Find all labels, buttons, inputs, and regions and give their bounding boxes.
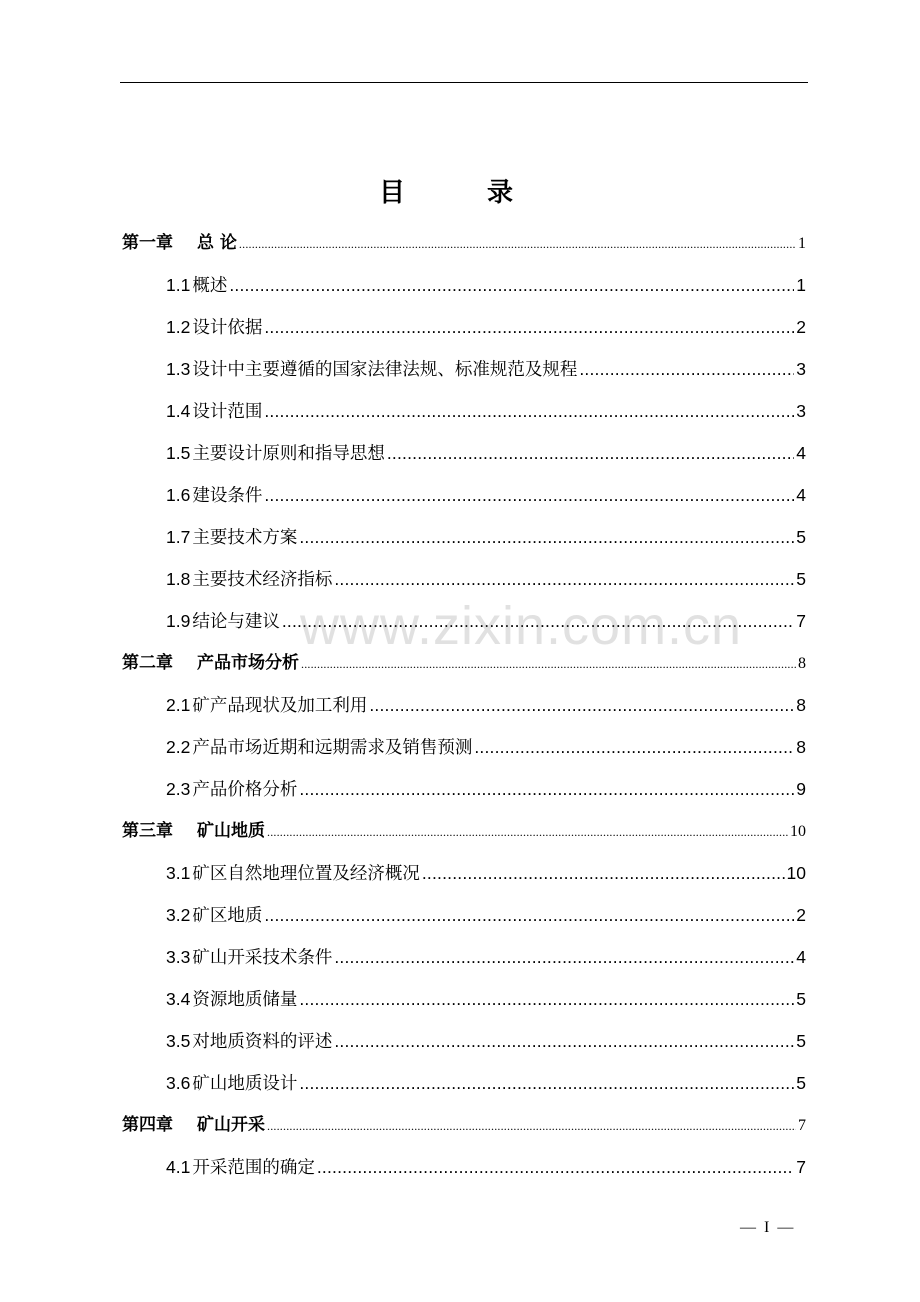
toc-page-number: 10 [790,823,806,840]
toc-label: 概述 [192,275,228,295]
toc-number: 1.4 [166,401,191,421]
toc-label: 矿山地质设计 [192,1073,298,1093]
toc-label: 矿山开采技术条件 [192,947,333,967]
toc-number: 3.1 [166,863,191,883]
footer-page-number: — I — [740,1219,796,1236]
toc-page-number: 9 [796,779,806,799]
toc-number: 第二章 [122,653,173,673]
toc-section-row[interactable] [122,432,806,474]
toc-section-row[interactable] [122,306,806,348]
dot-leader [334,558,794,600]
toc-page-number: 4 [796,443,806,463]
toc-section-row[interactable] [122,894,806,936]
toc-label: 矿山开采 [197,1115,265,1135]
dot-leader [299,516,794,558]
toc-label: 产品价格分析 [192,779,298,799]
toc-label: 对地质资料的评述 [192,1031,333,1051]
dot-leader [264,894,794,936]
toc-label: 资源地质储量 [192,989,298,1009]
toc-page-number: 4 [796,947,806,967]
toc-section-row[interactable] [122,978,806,1020]
toc-label: 结论与建议 [192,611,280,631]
toc-label: 设计依据 [192,317,263,337]
toc-label: 建设条件 [192,485,263,505]
toc-number: 3.2 [166,905,191,925]
dot-leader [369,684,794,726]
toc-page-number: 5 [796,1031,806,1051]
toc-page-number: 3 [796,359,806,379]
page-title: 目 录 [378,178,541,208]
toc-number: 1.2 [166,317,191,337]
dot-leader [264,390,794,432]
toc-number: 1.1 [166,275,191,295]
toc-section-row[interactable] [122,474,806,516]
toc-number: 1.3 [166,359,191,379]
toc-section-row[interactable] [122,684,806,726]
toc-section-row[interactable] [122,726,806,768]
toc-section-row[interactable] [122,390,806,432]
toc-number: 第四章 [122,1115,173,1135]
toc-section-row[interactable] [122,1020,806,1062]
dot-leader [264,306,794,348]
toc-section-row[interactable] [122,852,806,894]
toc-chapter-row[interactable] [122,642,806,684]
toc-label: 矿区地质 [192,905,263,925]
toc-page-number: 5 [796,1073,806,1093]
toc-label: 主要技术方案 [192,527,298,547]
toc-number: 2.1 [166,695,191,715]
toc-page-number: 5 [796,569,806,589]
dot-leader [301,642,796,685]
toc-number: 第一章 [122,233,173,253]
toc-number: 2.3 [166,779,191,799]
dot-leader [264,474,794,516]
toc-label: 设计中主要遵循的国家法律法规、标准规范及规程 [192,359,578,379]
dot-leader [474,726,794,768]
toc-label: 矿山地质 [197,821,265,841]
toc-label: 矿区自然地理位置及经济概况 [192,863,420,883]
toc-page-number: 2 [796,905,806,925]
toc-page-number: 7 [796,611,806,631]
toc-page-number: 5 [796,527,806,547]
toc-section-row[interactable] [122,348,806,390]
dot-leader [229,264,794,306]
dot-leader [334,1020,794,1062]
toc-section-row[interactable] [122,936,806,978]
toc-page-number: 3 [796,401,806,421]
toc-number: 3.5 [166,1031,191,1051]
toc-label: 设计范围 [192,401,263,421]
dot-leader [579,348,794,390]
toc-chapter-row[interactable] [122,222,806,264]
toc-number: 1.7 [166,527,191,547]
dot-leader [422,852,785,894]
dot-leader [299,1062,794,1104]
header-rule [120,82,808,83]
toc-label: 总 论 [197,233,237,253]
toc-page-number: 8 [796,737,806,757]
toc-label: 产品市场分析 [197,653,299,673]
toc-label: 主要设计原则和指导思想 [192,443,385,463]
table-of-contents [122,222,806,1188]
dot-leader [299,978,794,1020]
toc-number: 3.6 [166,1073,191,1093]
toc-section-row[interactable] [122,558,806,600]
dot-leader [239,222,796,265]
toc-label: 开采范围的确定 [192,1157,315,1177]
toc-number: 3.4 [166,989,191,1009]
toc-page-number: 7 [798,1117,806,1134]
dot-leader [334,936,794,978]
toc-label: 矿产品现状及加工利用 [192,695,368,715]
toc-number: 4.1 [166,1157,191,1177]
toc-section-row[interactable] [122,516,806,558]
dot-leader [299,768,794,810]
toc-number: 1.8 [166,569,191,589]
toc-number: 1.5 [166,443,191,463]
toc-page-number: 10 [786,863,806,883]
toc-section-row[interactable] [122,1146,806,1188]
toc-section-row[interactable] [122,600,806,642]
dot-leader [267,810,788,853]
toc-page-number: 8 [798,655,806,672]
toc-number: 1.9 [166,611,191,631]
toc-chapter-row[interactable] [122,1104,806,1146]
toc-page-number: 2 [796,317,806,337]
toc-page-number: 8 [796,695,806,715]
toc-page-number: 7 [796,1157,806,1177]
toc-number: 第三章 [122,821,173,841]
toc-chapter-row[interactable] [122,810,806,852]
dot-leader [317,1146,794,1188]
dot-leader [267,1104,796,1147]
toc-section-row[interactable] [122,264,806,306]
toc-number: 2.2 [166,737,191,757]
toc-label: 主要技术经济指标 [192,569,333,589]
toc-number: 1.6 [166,485,191,505]
toc-page-number: 4 [796,485,806,505]
toc-page-number: 5 [796,989,806,1009]
watermark: www.zixin.com.cn [300,596,743,656]
toc-label: 产品市场近期和远期需求及销售预测 [192,737,473,757]
toc-section-row[interactable] [122,768,806,810]
toc-page-number: 1 [796,275,806,295]
dot-leader [387,432,794,474]
toc-number: 3.3 [166,947,191,967]
toc-section-row[interactable] [122,1062,806,1104]
dot-leader [282,600,794,642]
toc-page-number: 1 [798,235,806,252]
